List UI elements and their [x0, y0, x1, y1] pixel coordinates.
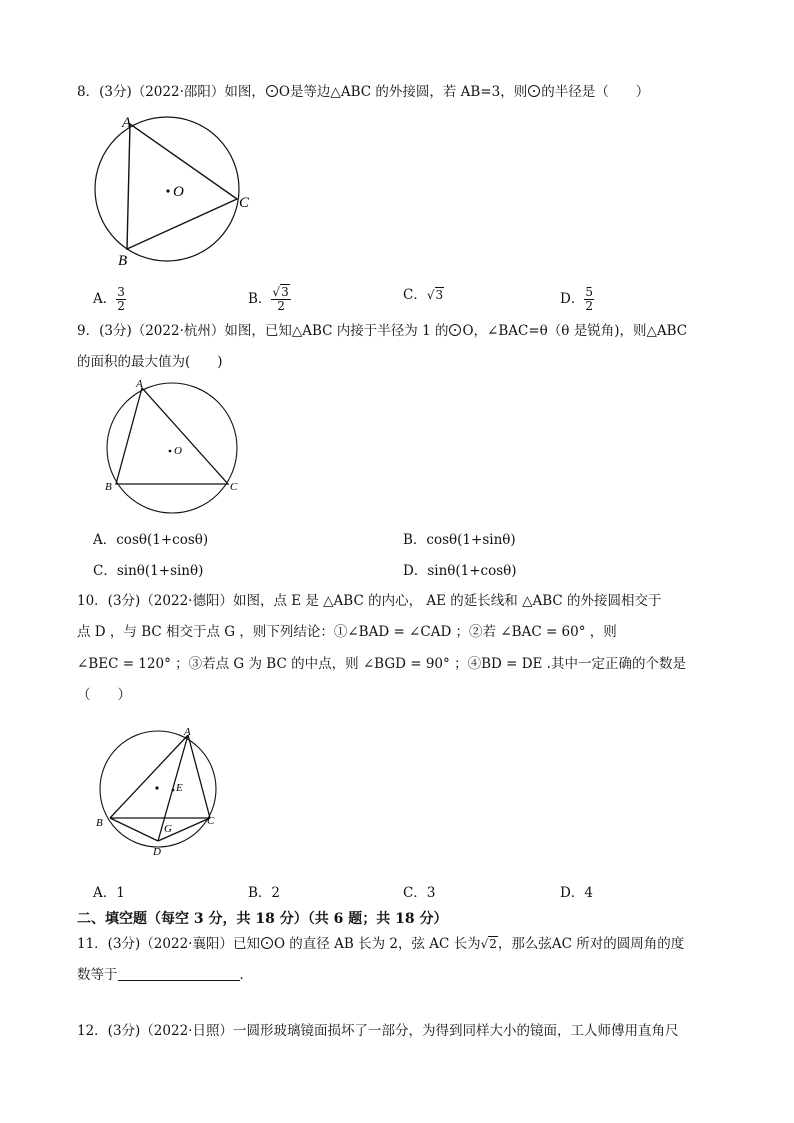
q9-option-c[interactable]: C．sinθ(1+sinθ) [93, 563, 204, 579]
q8-option-d-num: 5 [585, 285, 593, 299]
q9-option-a[interactable]: A．cosθ(1+cosθ) [93, 532, 209, 548]
q8-option-a-fraction [116, 286, 126, 313]
q11-stem-line1 [77, 935, 684, 953]
q8-label-a: A [122, 115, 132, 131]
q8-stem-a: 8．(3分)（2022·邵阳）如图， [77, 84, 265, 100]
q8-stem-b: 是等边△ABC 的外接圆，若 AB=3，则 [289, 84, 528, 100]
q11-stem-e: ． [239, 967, 253, 983]
q9-label-b: B [105, 481, 112, 493]
q10-option-d[interactable]: D．4 [560, 885, 593, 901]
q11-stem-a: 11．(3分)（2022·襄阳）已知 [77, 936, 260, 952]
q9-option-b[interactable]: B．cosθ(1+sinθ) [403, 532, 516, 548]
circle-dot-icon [266, 85, 278, 97]
q10-stem-line1: 10．(3分)（2022·德阳）如图，点 E 是 △ABC 的内心， AE 的延长线和 △ABC 的外接圆相交于 [77, 593, 662, 609]
q8-option-c-sqrt: √3 [426, 288, 444, 302]
q11-stem-d: 数等于 [77, 967, 118, 983]
q8-figure [90, 110, 250, 270]
q8-option-d[interactable] [560, 286, 594, 313]
q10-option-a[interactable]: A．1 [93, 885, 125, 901]
q8-circle-label: O [278, 84, 290, 100]
q8-option-d-den: 2 [585, 299, 593, 313]
q10-option-b[interactable]: B．2 [248, 885, 281, 901]
q8-option-c-label: C． [403, 287, 427, 303]
q8-label-o: O [173, 184, 184, 200]
q8-stem-c: 的半径是（ ） [541, 84, 650, 100]
q10-label-d: D [153, 846, 161, 858]
q9-option-d[interactable]: D．sinθ(1+cosθ) [403, 563, 517, 579]
q9-stem-line2: 的面积的最大值为( ) [77, 354, 223, 370]
q10-stem-line2: 点 D ，与 BC 相交于点 G ，则下列结论：①∠BAD = ∠CAD ；②若 ∠BAC = 60° ，则 [77, 624, 617, 640]
q11-stem-c: ，那么弦AC 所对的圆周角的度 [497, 936, 685, 952]
q10-label-g: G [164, 823, 172, 835]
q8-option-a-num: 3 [117, 285, 125, 299]
q8-option-a-den: 2 [117, 299, 125, 313]
q9-label-c: C [230, 481, 238, 493]
q9-stem-b: O，∠BAC=θ（θ 是锐角)，则△ABC [462, 323, 688, 339]
q8-option-b[interactable] [248, 286, 291, 313]
q8-option-a-label: A． [93, 291, 117, 307]
q9-stem-line1 [77, 322, 687, 340]
circle-dot-icon [261, 937, 273, 949]
q11-stem-b: O 的直径 AB 长为 2，弦 AC 长为 [273, 936, 481, 952]
q8-label-b: B [118, 253, 128, 269]
circle-dot-icon [528, 85, 540, 97]
q8-option-c-radicand: 3 [435, 288, 444, 302]
q12-stem-line1: 12．(3分)（2022·日照）一圆形玻璃镜面损坏了一部分，为得到同样大小的镜面，工人师傅用直角尺 [77, 1023, 679, 1039]
q10-label-b: B [96, 817, 103, 829]
q11-stem-line2 [77, 966, 253, 984]
circle-dot-icon [449, 324, 461, 336]
q10-option-c[interactable]: C．3 [403, 885, 436, 901]
q10-label-c: C [207, 815, 215, 827]
q8-option-b-fraction [271, 286, 290, 313]
section-title: 二、填空题（每空 3 分，共 18 分）（共 6 题；共 18 分） [77, 911, 448, 927]
q8-option-b-num: √3 [272, 285, 289, 299]
q8-option-d-fraction [584, 286, 594, 313]
q10-label-e: E [176, 782, 183, 794]
q10-stem-line3: ∠BEC = 120° ；③若点 G 为 BC 的中点，则 ∠BGD = 90° ；④BD = DE .其中一定正确的个数是 [77, 656, 686, 672]
q11-radicand: 2 [489, 937, 497, 951]
q11-sqrt: √2 [480, 937, 497, 951]
q8-option-b-radicand: 3 [281, 285, 289, 299]
q8-label-c: C [239, 195, 250, 211]
q8-option-b-den: 2 [277, 299, 285, 313]
q9-label-o: O [174, 445, 182, 457]
q8-option-a[interactable] [93, 286, 126, 313]
q11-answer-blank[interactable] [118, 966, 240, 981]
q8-option-c[interactable] [403, 286, 444, 304]
q10-figure [92, 725, 242, 860]
q9-stem-a: 9．(3分)（2022·杭州）如图，已知△ABC 内接于半径为 1 的 [77, 323, 449, 339]
q9-label-a: A [136, 378, 143, 390]
q10-stem-line4: （ ） [77, 687, 131, 703]
q10-label-a: A [184, 726, 191, 738]
q8-option-b-label: B． [248, 291, 272, 307]
q8-option-d-label: D． [560, 291, 585, 307]
q9-figure [100, 378, 250, 498]
q8-stem [77, 83, 649, 101]
